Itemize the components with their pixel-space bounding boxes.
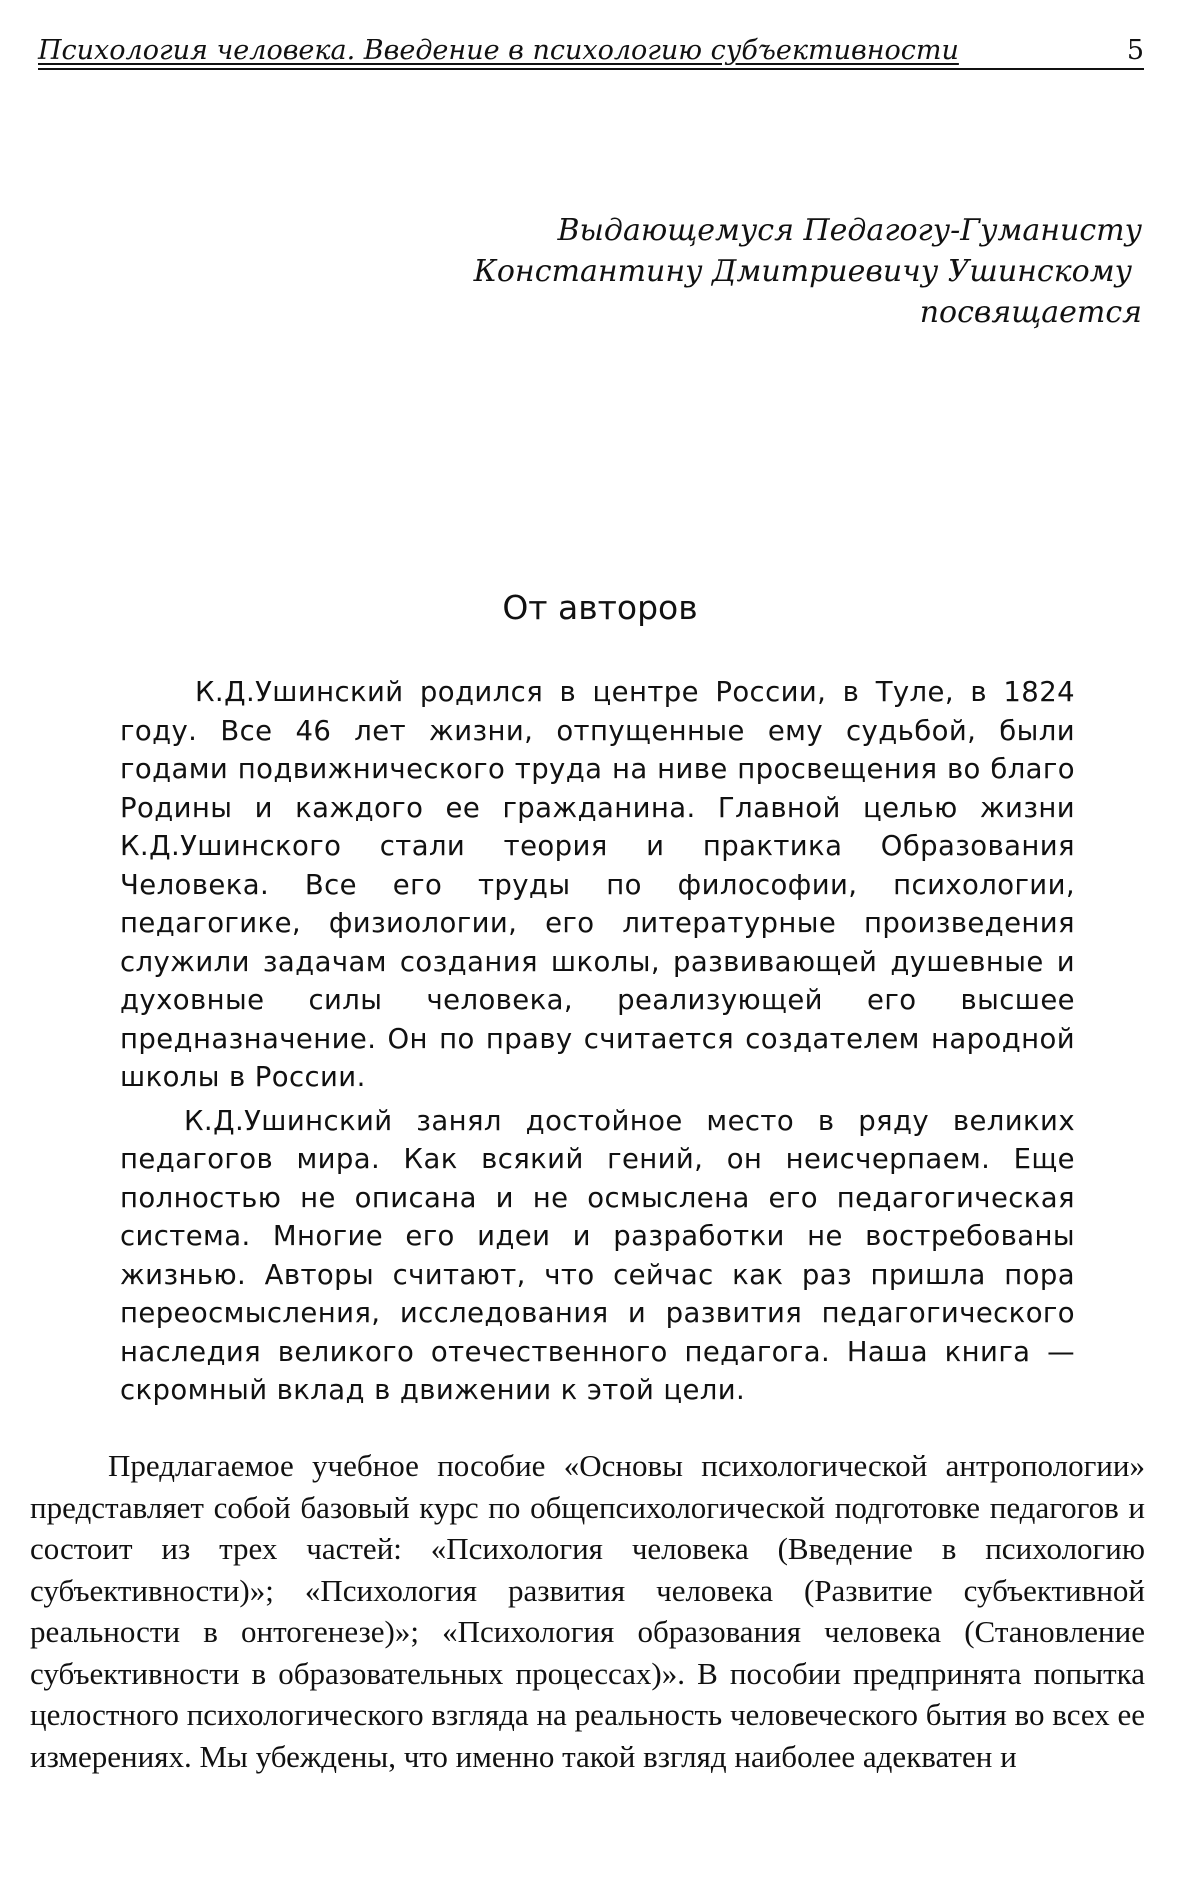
dedication: [474, 210, 1142, 333]
main-text: [30, 1445, 1145, 1777]
main-paragraph: Предлагаемое учебное пособие «Основы психологической антропологии» представляет собой базовый курс по общепсихологической подготовке педагогов и состоит из трех частей: «Психология человека (Введение в психологию субъективности)»; «Психология развития человека (Развитие субъективной реальности в онтогенезе)»; «Психология образования человека (Становление субъективности в образовательных процессах)». В пособии предпринята попытка целостного психологического взгляда на реальность человеческого бытия во всех ее измерениях. Мы убеждены, что именно такой взгляд наиболее адекватен и: [30, 1448, 1145, 1774]
dedication-line-2: Константину Дмитриевичу Ушинскому: [473, 254, 1132, 289]
preface-paragraph-1: К.Д.Ушинский родился в центре России, в Туле, в 1824 году. Все 46 лет жизни, отпущенные ему судьбой, были годами подвижнического труда на ниве просвещения во благо Родины и каждого ее гражданина. Главной целью жизни К.Д.Ушинского стали теория и практика Образования Человека. Все его труды по философии, психологии, педагогике, физиологии, его литературные произведения служили задачам создания школы, развивающей душевные и духовные силы человека, реализующей его высшее предназначение. Он по праву считается создателем народной школы в России.: [120, 676, 1075, 1093]
preface-text: [120, 673, 1075, 1410]
running-header-title: Психология человека. Введение в психологию субъективности: [38, 35, 959, 66]
dedication-line-3: посвящается: [919, 295, 1142, 330]
section-heading: От авторов: [502, 588, 698, 627]
preface-paragraph-2: К.Д.Ушинский занял достойное место в ряду великих педагогов мира. Как всякий гений, он неисчерпаем. Еще полностью не описана и не осмыслена его педагогическая система. Многие его идеи и разработки не востребованы жизнью. Авторы считают, что сейчас как раз пришла пора переосмысления, исследования и развития педагогического наследия великого отечественного педагога. Наша книга — скромный вклад в движении к этой цели.: [120, 1104, 1075, 1406]
running-header: [38, 35, 1144, 70]
page-number: 5: [1126, 35, 1144, 66]
dedication-line-1: Выдающемуся Педагогу-Гуманисту: [557, 213, 1142, 248]
